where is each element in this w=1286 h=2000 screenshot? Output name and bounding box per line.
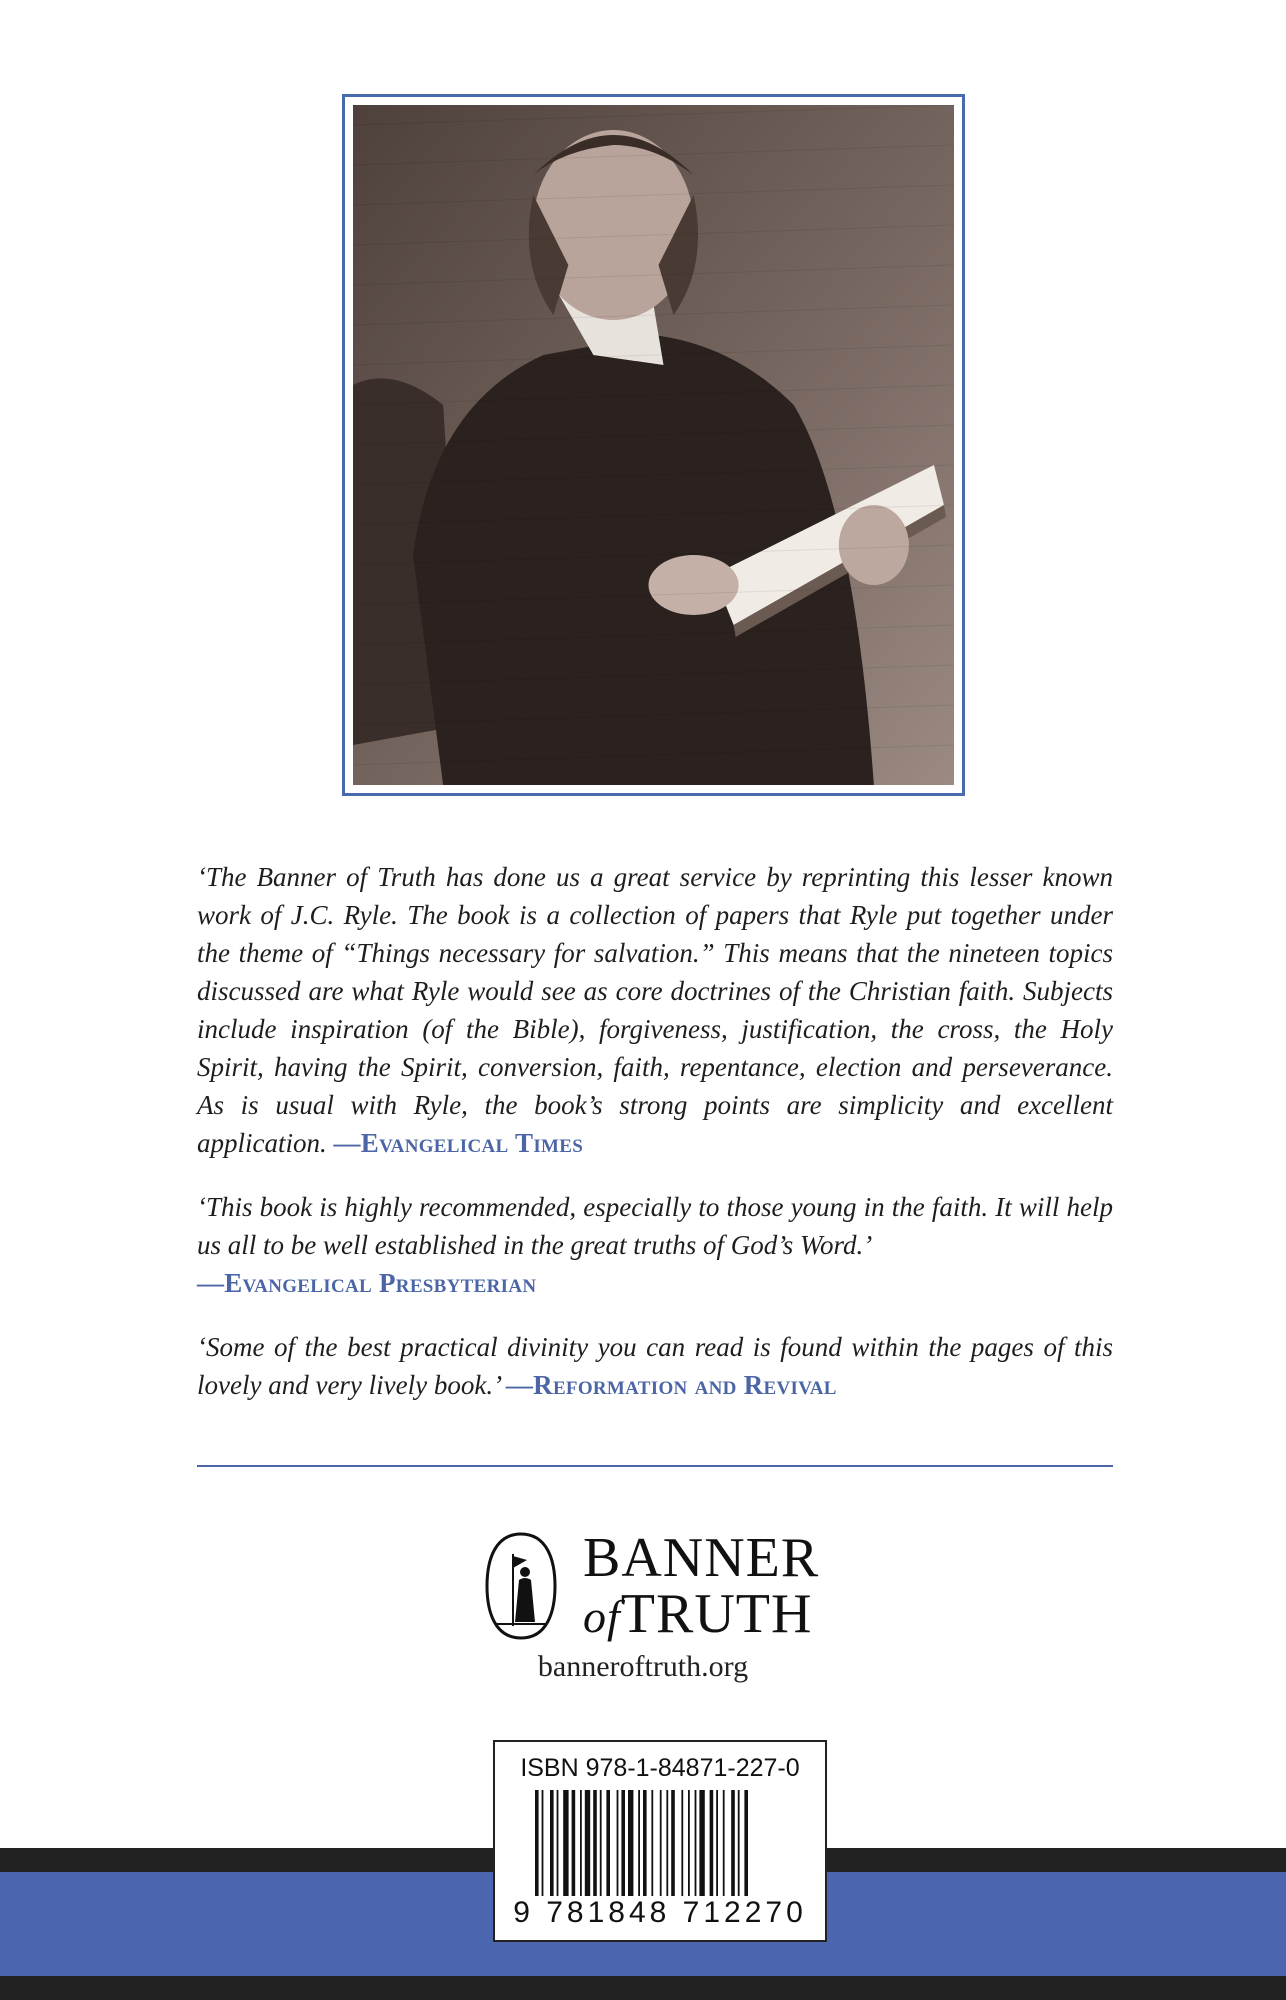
- barcode-bar: [710, 1790, 714, 1896]
- barcode-bar: [557, 1790, 559, 1896]
- quote-source: —Evangelical Presbyterian: [197, 1268, 537, 1298]
- barcode-icon: [535, 1790, 785, 1896]
- barcode-bar: [660, 1790, 662, 1896]
- quote-text: ‘The Banner of Truth has done us a great service by reprinting this lesser known work of J.C. Ryle. The book is a collection of papers that Ryle put together under the theme of “Things necessary for salvation.” This means that the nineteen topics discussed are what Ryle would see as core doctrines of the Christian faith. Subjects include inspiration (of the Bible), forgiveness, justification, the cross, the Holy Spirit, having the Spirit, conversion, faith, repentance, election and perseverance. As is usual with Ryle, the book’s strong points are simplicity and excellent application.: [197, 862, 1113, 1158]
- barcode-bar: [606, 1790, 610, 1896]
- barcode-bar: [723, 1790, 725, 1896]
- barcode-bar: [585, 1790, 590, 1896]
- author-portrait: [353, 105, 954, 785]
- publisher-name: [583, 1527, 820, 1645]
- portrait-frame: [342, 94, 965, 796]
- barcode-bar: [643, 1790, 647, 1896]
- quote-evangelical-times: [197, 858, 1113, 1162]
- barcode-bar: [535, 1790, 539, 1896]
- publisher-line2: ofTRUTH: [583, 1583, 813, 1645]
- barcode-bar: [651, 1790, 653, 1896]
- barcode-bar: [593, 1790, 597, 1896]
- barcode-bar: [695, 1790, 697, 1896]
- banner-figure-icon: [483, 1530, 559, 1642]
- barcode-bar: [617, 1790, 619, 1896]
- barcode-bar: [628, 1790, 633, 1896]
- barcode-bar: [666, 1790, 668, 1896]
- barcode-bar: [688, 1790, 690, 1896]
- isbn-barcode: [493, 1740, 827, 1942]
- review-quotes: [197, 858, 1113, 1430]
- quote-source: —Reformation and Revival: [505, 1370, 837, 1400]
- barcode-bar: [600, 1790, 602, 1896]
- barcode-bar: [563, 1790, 568, 1896]
- publisher-logo: [483, 1527, 843, 1645]
- barcode-bar: [681, 1790, 683, 1896]
- publisher-line1: BANNER: [583, 1527, 820, 1589]
- quote-reformation-revival: [197, 1328, 1113, 1404]
- quote-source: —Evangelical Times: [333, 1128, 584, 1158]
- footer-band-dark-bottom: [0, 1976, 1286, 2000]
- barcode-bar: [572, 1790, 576, 1896]
- quote-evangelical-presbyterian: [197, 1188, 1113, 1302]
- engraved-portrait-icon: [353, 105, 954, 785]
- barcode-bar: [542, 1790, 544, 1896]
- barcode-bar: [671, 1790, 675, 1896]
- barcode-bar: [621, 1790, 625, 1896]
- quote-text: ‘Some of the best practical divinity you can read is found within the pages of this lovely and very lively book.’: [197, 1332, 1113, 1400]
- barcode-bar: [738, 1790, 740, 1896]
- barcode-bar: [731, 1790, 735, 1896]
- barcode-bar: [716, 1790, 718, 1896]
- barcode-bar: [580, 1790, 582, 1896]
- barcode-digits: 9 781848 712270: [513, 1896, 807, 1929]
- barcode-bar: [550, 1790, 554, 1896]
- barcode-bar: [744, 1790, 748, 1896]
- publisher-website: banneroftruth.org: [537, 1650, 749, 1683]
- barcode-bar: [699, 1790, 704, 1896]
- quote-text: ‘This book is highly recommended, especially to those young in the faith. It will help us all to be well established in the great truths of God’s Word.’: [197, 1192, 1113, 1260]
- isbn-label: ISBN 978-1-84871-227-0: [520, 1754, 800, 1782]
- barcode-bar: [638, 1790, 640, 1896]
- section-divider: [197, 1465, 1113, 1467]
